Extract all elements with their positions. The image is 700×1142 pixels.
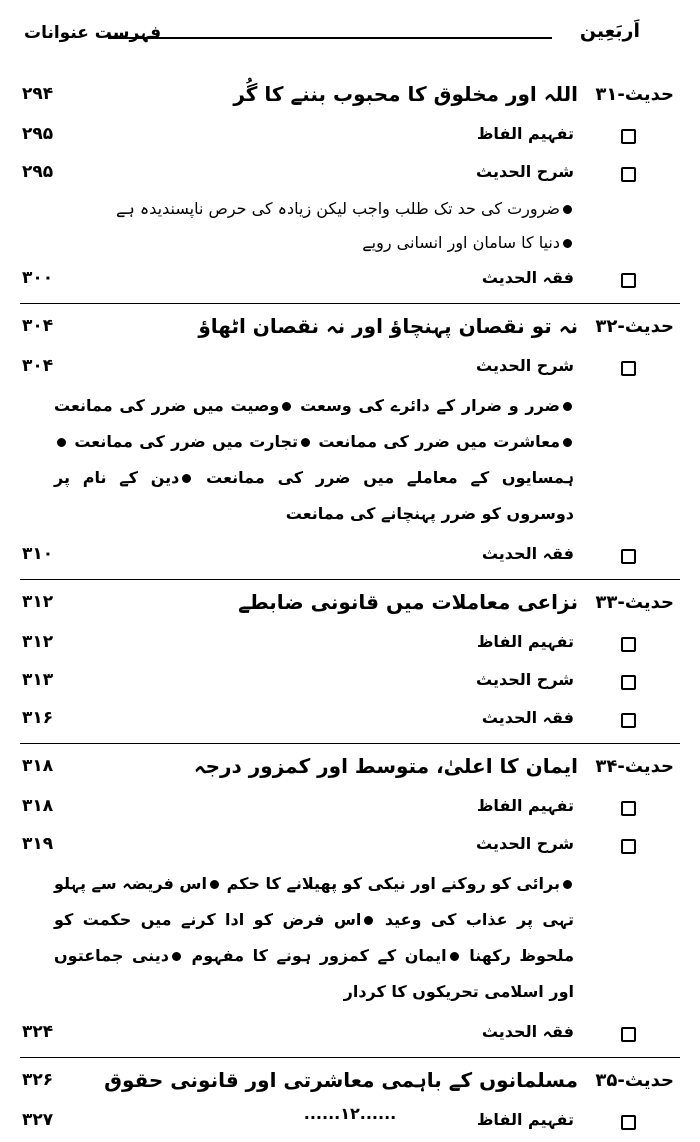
bullet-text: تجارت میں ضرر کی ممانعت <box>74 432 299 451</box>
bullet-icon <box>210 880 219 889</box>
hadith-35-label: حدیث-۳۵ <box>595 1070 674 1091</box>
bullet-line <box>0 228 700 262</box>
hadith-34-title: ایمان کا اعلیٰ، متوسط اور کمزور درجہ <box>193 754 578 778</box>
hadith-33-page: ۳۱۲ <box>22 592 54 612</box>
entry-page: ۳۱۰ <box>22 544 54 564</box>
bullet-icon <box>563 239 572 248</box>
checkbox-icon <box>621 637 636 652</box>
bullet-text: برائی کو روکنے اور نیکی کو پھیلانے کا حکم <box>226 874 560 893</box>
entry-page: ۳۲۷ <box>22 1110 54 1130</box>
checkbox-icon <box>621 361 636 376</box>
toc-entry[interactable] <box>0 702 700 740</box>
table-of-contents <box>0 78 700 1142</box>
hadith-31-page: ۲۹۴ <box>22 84 54 104</box>
divider <box>20 579 680 580</box>
hadith-33-row[interactable] <box>0 586 700 626</box>
entry-label: تفہیم الفاظ <box>476 1110 574 1129</box>
bullet-icon <box>282 402 291 411</box>
bullet-text: دین کے نام پر دوسروں کو ضرر پہنچانے کی ممانعت <box>54 468 574 523</box>
entry-page: ۳۱۲ <box>22 632 54 652</box>
checkbox-icon <box>621 273 636 288</box>
bullet-paragraph <box>54 388 574 532</box>
hadith-31-label: حدیث-۳۱ <box>595 84 674 105</box>
checkbox-icon <box>621 839 636 854</box>
entry-page: ۳۱۸ <box>22 796 54 816</box>
hadith-32-title: نہ تو نقصان پہنچاؤ اور نہ نقصان اٹھاؤ <box>198 314 578 338</box>
toc-entry[interactable] <box>0 790 700 828</box>
bullet-text: ہمسایوں کے معاملے میں ضرر کی ممانعت <box>206 468 574 487</box>
hadith-33-label: حدیث-۳۳ <box>595 592 674 613</box>
section-title: فہرست عنوانات <box>24 23 162 43</box>
checkbox-icon <box>621 713 636 728</box>
toc-entry[interactable] <box>0 118 700 156</box>
checkbox-icon <box>621 549 636 564</box>
page-header <box>0 10 700 56</box>
entry-label: تفہیم الفاظ <box>476 632 574 651</box>
hadith-35-page: ۳۲۶ <box>22 1070 54 1090</box>
entry-page: ۳۱۳ <box>22 670 54 690</box>
checkbox-icon <box>621 1027 636 1042</box>
entry-label: فقہ الحدیث <box>481 544 574 563</box>
bullet-text: اس فرض کو ادا کرنے میں حکمت کو ملحوظ رکھنا <box>54 910 574 965</box>
bullet-paragraph <box>54 866 574 1010</box>
entry-label: تفہیم الفاظ <box>476 124 574 143</box>
toc-entry[interactable] <box>0 1016 700 1054</box>
hadith-34-page: ۳۱۸ <box>22 756 54 776</box>
checkbox-icon <box>621 801 636 816</box>
hadith-32-row[interactable] <box>0 310 700 350</box>
hadith-32-page: ۳۰۴ <box>22 316 54 336</box>
bullet-icon <box>563 205 572 214</box>
bullet-text: معاشرت میں ضرر کی ممانعت <box>318 432 561 451</box>
bullet-icon <box>450 952 459 961</box>
header-rule <box>108 37 552 39</box>
checkbox-icon <box>621 167 636 182</box>
checkbox-icon <box>621 129 636 144</box>
bullet-text: دنیا کا سامان اور انسانی رویے <box>362 233 560 252</box>
bullet-icon <box>172 952 181 961</box>
hadith-34-label: حدیث-۳۴ <box>595 756 674 777</box>
hadith-32-label: حدیث-۳۲ <box>595 316 674 337</box>
hadith-31-title: اللہ اور مخلوق کا محبوب بننے کا گُر <box>233 82 578 106</box>
divider <box>20 743 680 744</box>
entry-label: فقہ الحدیث <box>481 268 574 287</box>
bullet-text: ضرورت کی حد تک طلب واجب لیکن زیادہ کی حرص ناپسندیدہ ہے <box>116 199 560 218</box>
page-number: ......۱۲...... <box>303 1104 397 1123</box>
bullet-icon <box>301 438 310 447</box>
bullet-text: اس فریضہ سے پہلو تہی پر عذاب کی وعید <box>54 874 574 929</box>
entry-page: ۳۲۴ <box>22 1022 54 1042</box>
bullet-icon <box>563 880 572 889</box>
toc-entry[interactable] <box>0 538 700 576</box>
bullet-icon <box>563 402 572 411</box>
entry-page: ۳۰۴ <box>22 356 54 376</box>
toc-entry[interactable] <box>0 626 700 664</box>
entry-page: ۳۱۹ <box>22 834 54 854</box>
divider <box>20 1057 680 1058</box>
checkbox-icon <box>621 675 636 690</box>
entry-label: شرح الحدیث <box>476 356 574 375</box>
bullet-text: ایمان کے کمزور ہونے کا مفہوم <box>191 946 447 965</box>
bullet-icon <box>182 474 191 483</box>
entry-page: ۲۹۵ <box>22 124 54 144</box>
entry-label: شرح الحدیث <box>476 834 574 853</box>
entry-page: ۲۹۵ <box>22 162 54 182</box>
entry-label: فقہ الحدیث <box>481 1022 574 1041</box>
bullet-icon <box>364 916 373 925</box>
bullet-text: ضرر و ضرار کے دائرے کی وسعت <box>300 396 560 415</box>
bullet-line <box>0 194 700 228</box>
entry-label: تفہیم الفاظ <box>476 796 574 815</box>
divider <box>20 303 680 304</box>
toc-entry[interactable] <box>0 156 700 194</box>
bullet-icon <box>57 438 66 447</box>
hadith-35-title: مسلمانوں کے باہمی معاشرتی اور قانونی حقوق <box>104 1068 578 1092</box>
entry-label: فقہ الحدیث <box>481 708 574 727</box>
entry-label: شرح الحدیث <box>476 670 574 689</box>
toc-entry[interactable] <box>0 828 700 866</box>
entry-page: ۳۰۰ <box>22 268 54 288</box>
bullet-text: وصیت میں ضرر کی ممانعت <box>54 396 280 415</box>
hadith-31-row[interactable] <box>0 78 700 118</box>
toc-entry[interactable] <box>0 664 700 702</box>
hadith-35-row[interactable] <box>0 1064 700 1104</box>
book-title: اَربَعِین <box>579 20 640 42</box>
toc-entry[interactable] <box>0 350 700 388</box>
entry-label: شرح الحدیث <box>476 162 574 181</box>
bullet-text: دینی جماعتوں اور اسلامی تحریکوں کا کردار <box>54 946 574 1001</box>
toc-entry[interactable] <box>0 262 700 300</box>
bullet-icon <box>563 438 572 447</box>
hadith-33-title: نزاعی معاملات میں قانونی ضابطے <box>238 590 578 614</box>
hadith-34-row[interactable] <box>0 750 700 790</box>
entry-page: ۳۱۶ <box>22 708 54 728</box>
